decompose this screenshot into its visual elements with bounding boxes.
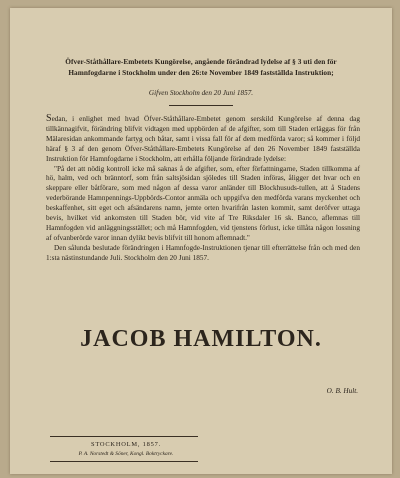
countersignature: O. B. Hult. <box>326 387 358 395</box>
imprint-printer: P. A. Norstedt & Söner, Kongl. Boktryckare. <box>78 451 174 457</box>
imprint-divider <box>50 436 198 437</box>
document-body <box>46 114 360 264</box>
paragraph-2: "På det att nödig kontroll icke må saknas å de afgifter, som, efter författningarne, Staden tillkomma af hö, halm, ved och bränntorf, som från saltsjösidan sjöledes till Staden införas, åligger det hvar och en skeppare eller båtförare, som med någon af dessa varor anländer till Blockhusuds-tullen, att å Stadens vederbörande Hamnpennings-Uppbörds-Contor anmäla och uppgifva den medförda varans myckenhet och beskaffenhet, sitt eget och afsändarens namn, jemte orten hvarifrån lasten kommit, samt deröfver uttaga bevis, hvilket vid ankomsten till Staden bör, vid vite af Tre Riksdaler 16 sk. Banco, aflemnas till Hamnfogden vid anläggningsstället; och må Hamnfogden, vid tjenstens förlust, icke tillåta någon lossning af ofvanberörde varor innan dylikt bevis blifvit till honom aflemnadt." <box>46 164 360 242</box>
signature: JACOB HAMILTON. <box>80 326 322 352</box>
imprint-bottom-divider <box>50 461 198 462</box>
paragraph-1-text: edan, i enlighet med hvad Öfver-Ståthållare-Embetet genom serskild Kungörelse af denna dag tillkännagifvit, förändring blifvit vidtagen med uppbörden af de afgifter, som till Staden erläggas för från Mälaresidan ankommande fartyg och båtar, samt i vissa fall för af dem medförda varor; så kommer i följd häraf § 3 af den genom Öfver-Ståthållare-Embetets Kungörelse af den 26 November 1849 fastställda Instruktion för Hamnfogdarne i Stockholm, att erhålla följande förändrade lydelse: <box>46 115 360 163</box>
heading-line-1: Öfver-Ståthållare-Embetets Kungörelse, angående förändrad lydelse af § 3 uti den för <box>65 57 337 66</box>
heading-line-2: Hamnfogdarne i Stockholm under den 26:te November 1849 fastställda Instruktion; <box>68 68 334 77</box>
document-heading <box>28 56 374 78</box>
imprint-city: STOCKHOLM, 1857. <box>90 441 162 448</box>
given-date-line: Gifven Stockholm den 20 Juni 1857. <box>148 89 254 97</box>
drop-letter: S <box>46 113 52 124</box>
heading-divider <box>169 105 233 106</box>
document-page <box>10 8 392 474</box>
paragraph-3: Den sålunda beslutade förändringen i Hamnfogde-Instruktionen tjenar till efterrättelse från och med den 1:sta nästinstundande Juli. Stockholm den 20 Juni 1857. <box>46 243 360 262</box>
paragraph-1 <box>46 114 360 165</box>
